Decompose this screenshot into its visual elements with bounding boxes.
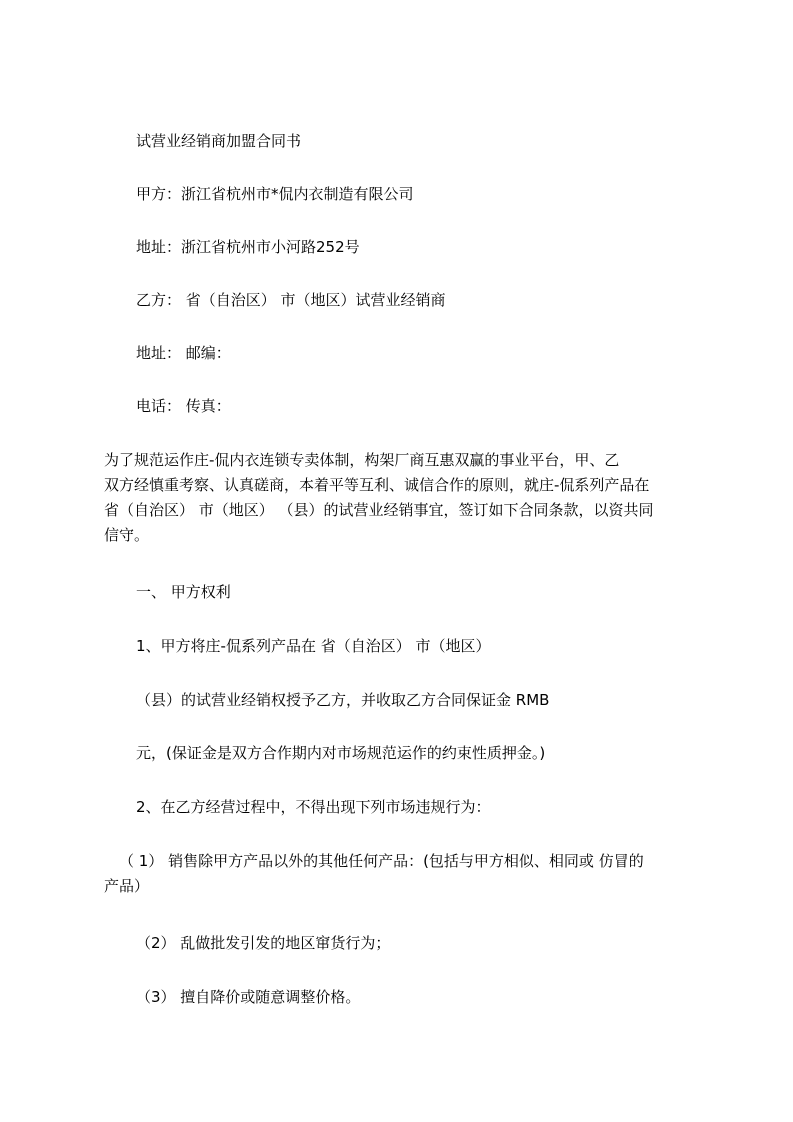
intro-line: 双方经慎重考察、认真磋商，本着平等互利、诚信合作的原则，就庄-侃系列产品在 xyxy=(104,476,650,494)
clause2-line1: 2、在乙方经营过程中，不得出现下列市场违规行为： xyxy=(136,798,491,816)
party-a-line: 甲方：浙江省杭州市*侃内衣制造有限公司 xyxy=(136,185,414,203)
item1-line: 产品） xyxy=(104,877,150,895)
intro-paragraph xyxy=(104,448,700,548)
intro-line: 为了规范运作庄-侃内衣连锁专卖体制，构架厂商互惠双赢的事业平台，甲、乙 xyxy=(104,451,620,469)
item1-paragraph xyxy=(104,849,700,899)
party-b-address-line: 地址： 邮编： xyxy=(136,344,231,362)
phone-fax-line: 电话： 传真： xyxy=(136,397,231,415)
intro-line: 省（自治区） 市（地区） （县）的试营业经销事宜，签订如下合同条款，以资共同 xyxy=(104,501,654,519)
clause1-line2: （县）的试营业经销权授予乙方，并收取乙方合同保证金 RMB xyxy=(136,691,550,709)
item3-line: （3） 擅自降价或随意调整价格。 xyxy=(136,988,361,1006)
item2-line: （2） 乱做批发引发的地区窜货行为； xyxy=(136,934,391,952)
clause1-line3: 元，(保证金是双方合作期内对市场规范运作的约束性质押金。) xyxy=(136,744,546,762)
section1-heading: 一、 甲方权利 xyxy=(136,583,231,601)
party-b-line: 乙方： 省（自治区） 市（地区）试营业经销商 xyxy=(136,291,446,309)
item1-line: （ 1） 销售除甲方产品以外的其他任何产品：(包括与甲方相似、相同或 仿冒的 xyxy=(119,852,644,870)
party-a-address-line: 地址：浙江省杭州市小河路252号 xyxy=(136,238,360,256)
document-title: 试营业经销商加盟合同书 xyxy=(136,132,302,150)
clause1-line1: 1、甲方将庄-侃系列产品在 省（自治区） 市（地区） xyxy=(136,637,491,655)
intro-line: 信守。 xyxy=(104,526,150,544)
